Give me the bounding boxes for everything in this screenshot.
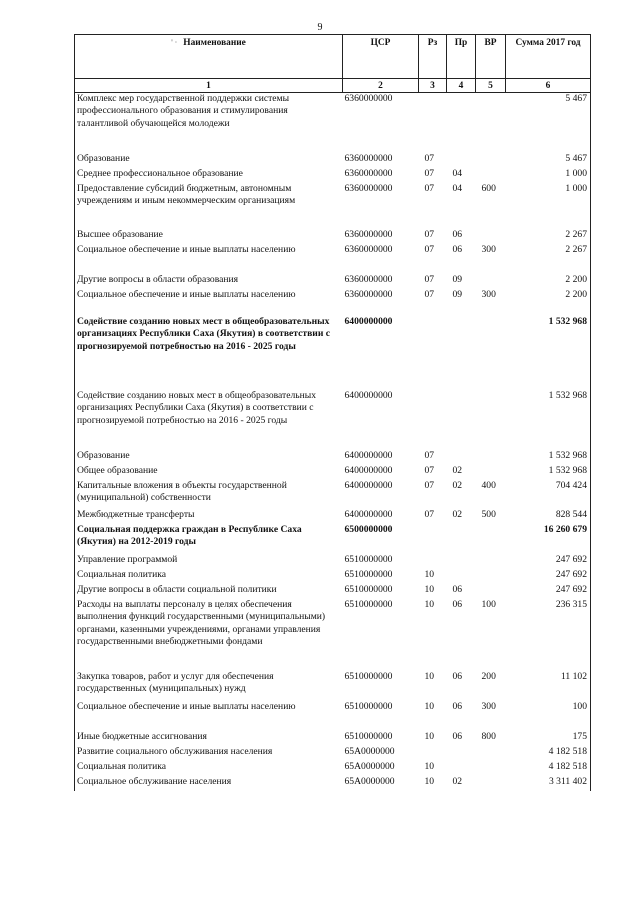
row-sum: 704 424 — [506, 480, 591, 509]
row-name: Капитальные вложения в объекты государственной (муниципальной) собственности — [75, 480, 343, 509]
row-sum: 247 692 — [506, 554, 591, 569]
table-row — [75, 569, 591, 584]
row-pr: 06 — [452, 731, 463, 742]
row-vr: 300 — [481, 244, 496, 255]
row-pr: 06 — [452, 244, 463, 255]
row-rz: 07 — [424, 153, 435, 164]
table-row — [75, 761, 591, 776]
row-pr — [447, 554, 476, 569]
row-pr — [447, 524, 476, 554]
row-vr — [476, 524, 506, 554]
row-name: Среднее профессиональное образование — [75, 168, 343, 183]
header-name-label: Наименование — [183, 38, 246, 48]
row-name: Общее образование — [75, 465, 343, 480]
row-rz: 07 — [424, 450, 435, 461]
row-name: Социальная политика — [75, 761, 343, 776]
row-rz: 07 — [424, 289, 435, 300]
row-name: Закупка товаров, работ и услуг для обеспечения государственных (муниципальных) нужд — [75, 671, 343, 701]
table-row — [75, 93, 591, 154]
row-vr: 100 — [481, 599, 496, 610]
table-row — [75, 465, 591, 480]
row-rz: 07 — [424, 465, 435, 476]
row-sum: 11 102 — [506, 671, 591, 701]
table-body — [75, 93, 591, 792]
row-pr: 04 — [452, 168, 463, 179]
row-sum: 3 311 402 — [506, 776, 591, 791]
row-vr — [476, 554, 506, 569]
row-vr: 300 — [481, 289, 496, 300]
row-sum: 247 692 — [506, 584, 591, 599]
table-row — [75, 274, 591, 289]
row-rz — [419, 746, 447, 761]
row-sum: 1 000 — [506, 183, 591, 229]
row-rz — [419, 524, 447, 554]
row-name: Комплекс мер государственной поддержки системы профессионального образования и стимулирования талантливой обучающейся молодежи — [75, 93, 343, 154]
table-row — [75, 671, 591, 701]
row-vr: 800 — [481, 731, 496, 742]
row-rz: 10 — [424, 761, 435, 772]
row-name: Социальное обеспечение и иные выплаты населению — [75, 289, 343, 316]
row-vr — [476, 761, 506, 776]
row-pr: 02 — [452, 776, 463, 787]
row-csr: 65А0000000 — [344, 746, 395, 757]
row-csr: 6510000000 — [344, 554, 393, 565]
row-name: Высшее образование — [75, 229, 343, 244]
row-sum: 247 692 — [506, 569, 591, 584]
row-csr: 6360000000 — [344, 93, 393, 104]
row-pr: 06 — [452, 701, 463, 712]
row-vr: 200 — [481, 671, 496, 682]
table-row — [75, 776, 591, 791]
row-pr — [447, 569, 476, 584]
row-pr: 09 — [452, 289, 463, 300]
row-rz: 07 — [424, 168, 435, 179]
row-csr: 6510000000 — [344, 569, 393, 580]
row-rz — [419, 316, 447, 390]
row-name: Содействие созданию новых мест в общеобразовательных организациях Республики Саха (Якутия) в соответствии с прогнозируемой потребностью на 2016 - 2025 годы — [75, 316, 343, 390]
table-row — [75, 480, 591, 509]
table-row — [75, 599, 591, 671]
table-row — [75, 229, 591, 244]
row-rz: 10 — [424, 731, 435, 742]
row-rz — [419, 93, 447, 154]
row-vr — [476, 153, 506, 168]
row-sum: 16 260 679 — [506, 524, 591, 554]
row-csr: 6510000000 — [344, 731, 393, 742]
row-vr — [476, 93, 506, 154]
row-vr: 600 — [481, 183, 496, 194]
row-rz: 07 — [424, 229, 435, 240]
header-vr: ВР — [476, 35, 506, 79]
row-name: Социальное обслуживание населения — [75, 776, 343, 791]
row-csr: 6510000000 — [344, 584, 393, 595]
row-pr: 02 — [452, 509, 463, 520]
row-pr: 02 — [452, 465, 463, 476]
table-row — [75, 244, 591, 274]
row-vr: 500 — [481, 509, 496, 520]
row-sum: 4 182 518 — [506, 746, 591, 761]
row-rz — [419, 554, 447, 569]
row-rz: 10 — [424, 776, 435, 787]
row-csr: 6400000000 — [344, 390, 393, 401]
row-vr — [476, 450, 506, 465]
row-csr: 6360000000 — [344, 183, 393, 194]
column-number-row — [75, 79, 591, 93]
row-pr — [447, 153, 476, 168]
row-pr — [447, 746, 476, 761]
row-name: Предоставление субсидий бюджетным, автономным учреждениям и иным некоммерческим организациям — [75, 183, 343, 229]
column-number: 3 — [419, 79, 447, 93]
row-csr: 6360000000 — [344, 244, 393, 255]
row-vr — [476, 584, 506, 599]
row-name: Социальная поддержка граждан в Республике Саха (Якутия) на 2012-2019 годы — [75, 524, 343, 554]
row-vr — [476, 316, 506, 390]
row-pr — [447, 761, 476, 776]
row-rz — [419, 390, 447, 450]
row-rz: 07 — [424, 183, 435, 194]
header-rz: Рз — [419, 35, 447, 79]
row-csr: 6510000000 — [344, 599, 393, 610]
table-row — [75, 390, 591, 450]
column-number: 2 — [343, 79, 419, 93]
row-pr — [447, 450, 476, 465]
row-name: Образование — [75, 450, 343, 465]
row-rz: 10 — [424, 701, 435, 712]
row-name: Другие вопросы в области образования — [75, 274, 343, 289]
table-row — [75, 153, 591, 168]
row-rz: 07 — [424, 244, 435, 255]
table-row — [75, 524, 591, 554]
row-rz: 10 — [424, 584, 435, 595]
row-vr — [476, 274, 506, 289]
row-pr — [447, 316, 476, 390]
row-name: Расходы на выплаты персоналу в целях обеспечения выполнения функций государственными (муниципальными) органами, казенными учреждениями, органами управления государственными внебюджетными фондами — [75, 599, 343, 671]
row-csr: 6360000000 — [344, 274, 393, 285]
row-csr: 6510000000 — [344, 701, 393, 712]
row-csr: 6510000000 — [344, 671, 393, 682]
row-pr: 04 — [452, 183, 463, 194]
row-rz: 10 — [424, 599, 435, 610]
table-row — [75, 450, 591, 465]
row-vr — [476, 229, 506, 244]
row-csr: 6360000000 — [344, 168, 393, 179]
row-vr: 400 — [481, 480, 496, 491]
table-row — [75, 701, 591, 731]
row-vr — [476, 390, 506, 450]
budget-table — [74, 34, 591, 791]
header-csr: ЦСР — [343, 35, 419, 79]
page-number: 9 — [317, 22, 323, 33]
row-name: Социальное обеспечение и иные выплаты населению — [75, 244, 343, 274]
row-csr: 6400000000 — [344, 509, 393, 520]
header-mark: ' · — [171, 38, 178, 47]
row-sum: 2 200 — [506, 289, 591, 316]
header-row — [75, 35, 591, 79]
row-csr: 6360000000 — [344, 153, 393, 164]
row-sum: 236 315 — [506, 599, 591, 671]
table-row — [75, 316, 591, 390]
table-row — [75, 746, 591, 761]
row-name: Образование — [75, 153, 343, 168]
row-csr: 6400000000 — [344, 480, 393, 491]
row-name: Социальное обеспечение и иные выплаты населению — [75, 701, 343, 731]
row-vr — [476, 776, 506, 791]
table-row — [75, 584, 591, 599]
row-sum: 5 467 — [506, 93, 591, 154]
row-sum: 2 267 — [506, 229, 591, 244]
row-csr: 6400000000 — [344, 316, 393, 327]
row-sum: 1 000 — [506, 168, 591, 183]
row-name: Содействие созданию новых мест в общеобразовательных организациях Республики Саха (Якутия) в соответствии с прогнозируемой потребностью на 2016 - 2025 годы — [75, 390, 343, 450]
row-sum: 1 532 968 — [506, 390, 591, 450]
row-sum: 2 267 — [506, 244, 591, 274]
table-row — [75, 731, 591, 746]
row-rz: 07 — [424, 274, 435, 285]
column-number: 4 — [447, 79, 476, 93]
row-sum: 4 182 518 — [506, 761, 591, 776]
row-sum: 1 532 968 — [506, 450, 591, 465]
row-vr — [476, 569, 506, 584]
row-pr — [447, 93, 476, 154]
row-pr: 06 — [452, 584, 463, 595]
row-sum: 2 200 — [506, 274, 591, 289]
row-csr: 6500000000 — [344, 524, 393, 535]
row-pr: 06 — [452, 599, 463, 610]
row-vr: 300 — [481, 701, 496, 712]
row-csr: 6400000000 — [344, 450, 393, 461]
row-csr: 6360000000 — [344, 289, 393, 300]
column-number: 6 — [506, 79, 591, 93]
row-pr: 02 — [452, 480, 463, 491]
row-pr: 06 — [452, 229, 463, 240]
row-pr: 09 — [452, 274, 463, 285]
row-sum: 828 544 — [506, 509, 591, 524]
row-csr: 65А0000000 — [344, 776, 395, 787]
row-sum: 175 — [506, 731, 591, 746]
row-sum: 1 532 968 — [506, 316, 591, 390]
table-row — [75, 168, 591, 183]
header-name — [75, 35, 343, 79]
row-sum: 5 467 — [506, 153, 591, 168]
row-sum: 1 532 968 — [506, 465, 591, 480]
row-name: Другие вопросы в области социальной политики — [75, 584, 343, 599]
header-sum: Сумма 2017 год — [506, 35, 591, 79]
row-vr — [476, 168, 506, 183]
row-csr: 6360000000 — [344, 229, 393, 240]
row-rz: 10 — [424, 569, 435, 580]
table-row — [75, 183, 591, 229]
column-number: 1 — [75, 79, 343, 93]
table-row — [75, 554, 591, 569]
row-csr: 6400000000 — [344, 465, 393, 476]
row-name: Развитие социального обслуживания населения — [75, 746, 343, 761]
row-name: Межбюджетные трансферты — [75, 509, 343, 524]
row-rz: 10 — [424, 671, 435, 682]
row-name: Управление программой — [75, 554, 343, 569]
row-vr — [476, 746, 506, 761]
column-number: 5 — [476, 79, 506, 93]
row-csr: 65А0000000 — [344, 761, 395, 772]
table-header — [75, 35, 591, 93]
table-row — [75, 509, 591, 524]
row-name: Иные бюджетные ассигнования — [75, 731, 343, 746]
row-name: Социальная политика — [75, 569, 343, 584]
row-rz: 07 — [424, 480, 435, 491]
row-vr — [476, 465, 506, 480]
row-rz: 07 — [424, 509, 435, 520]
table-row — [75, 289, 591, 316]
row-pr — [447, 390, 476, 450]
header-pr: Пр — [447, 35, 476, 79]
row-pr: 06 — [452, 671, 463, 682]
row-sum: 100 — [506, 701, 591, 731]
